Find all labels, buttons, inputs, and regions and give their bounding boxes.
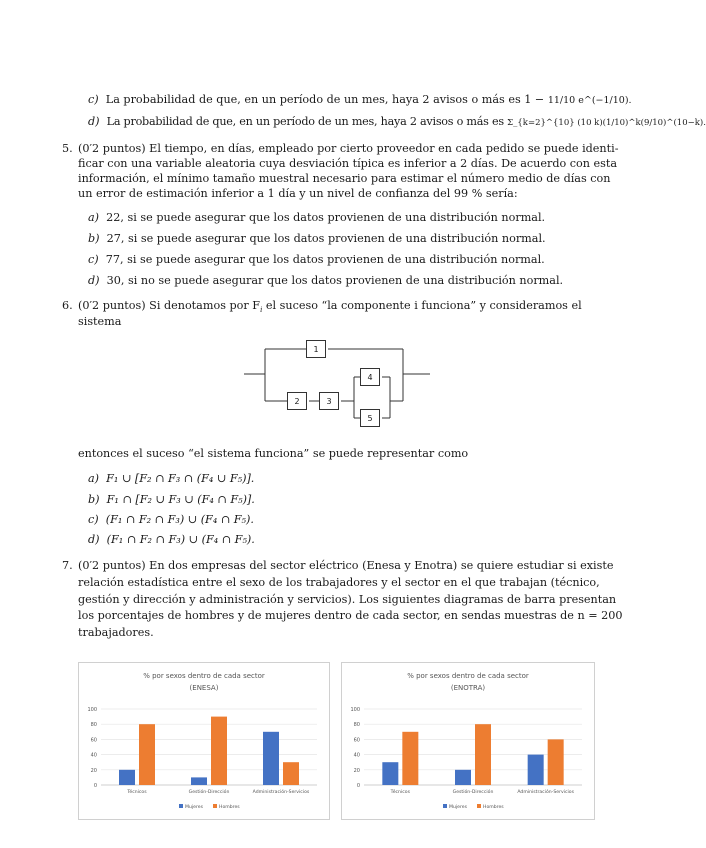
option-label: d) [88, 115, 100, 128]
y-tick-label: 60 [353, 737, 360, 744]
option-text: (F₁ ∩ F₂ ∩ F₃) ∪ (F₄ ∩ F₅). [106, 533, 255, 546]
legend-swatch [179, 804, 183, 808]
bar-hombres [211, 717, 227, 785]
option-formula: 11/10 e^(−1/10). [547, 95, 632, 106]
q6-option-a [88, 472, 254, 486]
bar-hombres [475, 724, 491, 785]
q4-option-c [88, 93, 632, 108]
q6-option-d [88, 533, 255, 547]
chart-enesa [78, 662, 330, 820]
q4-option-d [88, 115, 706, 130]
legend-label: Mujeres [185, 805, 203, 810]
option-text: (F₁ ∩ F₂ ∩ F₃) ∪ (F₄ ∩ F₅). [105, 513, 254, 526]
legend-label: Hombres [219, 805, 240, 810]
option-text: 77, si se puede asegurar que los datos provienen de una distribución normal. [105, 253, 545, 266]
bar-hombres [139, 724, 155, 785]
diagram-wires [244, 337, 430, 429]
q5-option-d [88, 274, 563, 288]
q5-text-line: información, el mínimo tamaño muestral necesario para estimar el número medio de días con [78, 172, 611, 185]
q7-text-line: relación estadística entre el sexo de los trabajadores y el sector en el que trabajan (técnico, [78, 576, 600, 589]
chart-plot [342, 663, 594, 819]
q5-option-a [88, 211, 545, 225]
legend-label: Mujeres [449, 805, 467, 810]
bar-mujeres [382, 762, 398, 785]
q5-text-line: (0′2 puntos) El tiempo, en días, empleado por cierto proveedor en cada pedido se puede identi- [78, 142, 619, 155]
y-tick-label: 20 [353, 767, 360, 774]
chart-enotra [341, 662, 595, 820]
y-tick-label: 0 [93, 783, 97, 789]
x-tick-label: Técnicos [390, 790, 410, 795]
legend-swatch [477, 804, 481, 808]
chart-title: % por sexos dentro de cada sector [407, 672, 529, 680]
option-label: c) [88, 253, 99, 266]
bar-mujeres [455, 770, 471, 785]
component-1-box: 1 [306, 340, 326, 358]
option-text: F₁ ∩ [F₂ ∪ F₃ ∪ (F₄ ∩ F₅)]. [106, 493, 255, 506]
q5-text-line: ficar con una variable aleatoria cuya desviación típica es inferior a 2 días. De acuerdo con esta [78, 157, 618, 170]
x-tick-label: Técnicos [127, 790, 147, 795]
x-tick-label: Administración-Servicios [252, 790, 310, 795]
chart-title: % por sexos dentro de cada sector [143, 672, 265, 680]
q7-text-line: (0′2 puntos) En dos empresas del sector eléctrico (Enesa y Enotra) se quiere estudiar si existe [78, 559, 614, 572]
x-tick-label: Administración-Servicios [517, 790, 574, 795]
q6-option-b [88, 493, 255, 507]
x-tick-label: Gestión-Dirección [452, 790, 494, 795]
legend-label: Hombres [483, 805, 504, 810]
q7-number: 7. [62, 559, 73, 572]
y-tick-label: 100 [87, 707, 97, 713]
q7-text-line: trabajadores. [78, 626, 154, 639]
q7-text-line: gestión y dirección y administración y servicios). Los siguientes diagramas de barra presentan [78, 593, 617, 606]
q6-text-line-1 [78, 299, 593, 317]
y-tick-label: 80 [90, 722, 97, 729]
legend-swatch [443, 804, 447, 808]
option-text: La probabilidad de que, en un período de un mes, haya 2 avisos o más es 1 − [105, 93, 548, 106]
system-diagram [244, 337, 430, 429]
option-label: b) [88, 232, 100, 245]
q5-option-c [88, 253, 545, 267]
bar-mujeres [119, 770, 135, 785]
option-label: a) [88, 472, 100, 485]
q6-line1-start: (0′2 puntos) Si denotamos por F [78, 299, 261, 312]
q5-number: 5. [62, 142, 73, 155]
option-text: F₁ ∪ [F₂ ∩ F₃ ∩ (F₄ ∪ F₅)]. [106, 472, 255, 485]
option-text: 27, si se puede asegurar que los datos provienen de una distribución normal. [106, 232, 546, 245]
q6-subscript: i [260, 306, 263, 315]
bar-hombres [402, 732, 418, 785]
chart-subtitle: (ENOTRA) [450, 684, 486, 692]
q5-option-b [88, 232, 546, 246]
option-label: a) [88, 211, 100, 224]
y-tick-label: 20 [90, 767, 97, 774]
q6-option-c [88, 513, 254, 527]
q5-text-line: un error de estimación inferior a 1 día y un nivel de confianza del 99 % sería: [78, 187, 518, 200]
option-text: La probabilidad de que, en un período de un mes, haya 2 avisos o más es [106, 115, 508, 128]
chart-subtitle: (ENESA) [189, 684, 219, 692]
component-4-box: 4 [360, 368, 380, 386]
chart-plot [79, 663, 329, 819]
y-tick-label: 0 [356, 783, 360, 789]
component-5-box: 5 [360, 409, 380, 427]
q6-number: 6. [62, 299, 73, 312]
q6-after-text: entonces el suceso “el sistema funciona” se puede representar como [78, 447, 469, 460]
option-label: d) [88, 274, 100, 287]
option-label: d) [88, 533, 100, 546]
option-label: b) [88, 493, 100, 506]
bar-hombres [548, 739, 564, 785]
bar-mujeres [191, 777, 207, 785]
y-tick-label: 80 [353, 722, 360, 729]
option-label: c) [88, 93, 99, 106]
q7-text-line: los porcentajes de hombres y de mujeres dentro de cada sector, en sendas muestras de n = 200 [78, 609, 623, 622]
bar-hombres [283, 762, 299, 785]
option-text: 30, si no se puede asegurar que los datos provienen de una distribución normal. [106, 274, 564, 287]
bar-mujeres [263, 732, 279, 785]
option-formula: Σ_{k=2}^{10} (10 k)(1/10)^k(9/10)^(10−k). [507, 118, 706, 128]
q6-line1-rest: el suceso “la componente i funciona” y consideramos el [262, 299, 582, 312]
option-text: 22, si se puede asegurar que los datos provienen de una distribución normal. [106, 211, 546, 224]
x-tick-label: Gestión-Dirección [188, 790, 230, 795]
option-label: c) [88, 513, 99, 526]
y-tick-label: 60 [90, 737, 97, 744]
component-3-box: 3 [319, 392, 339, 410]
y-tick-label: 40 [353, 752, 360, 759]
q6-text-line-2: sistema [78, 315, 122, 328]
component-2-box: 2 [287, 392, 307, 410]
legend-swatch [213, 804, 217, 808]
y-tick-label: 100 [350, 707, 360, 713]
y-tick-label: 40 [90, 752, 97, 759]
bar-mujeres [528, 755, 544, 785]
